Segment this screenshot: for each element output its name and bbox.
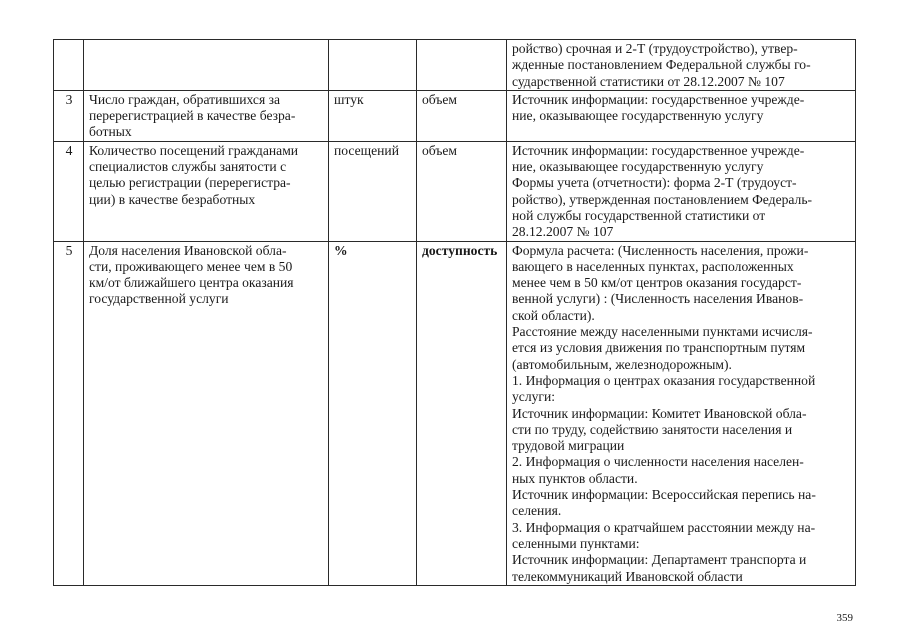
indicator-type [417,40,507,91]
indicator-name [84,90,329,141]
information-source-line: Формула расчета: (Численность населения, прожи- [512,242,809,258]
information-source-line: сти по труду, содействию занятости населения и [512,421,793,437]
information-source-line: телекоммуникаций Ивановской области [512,568,743,584]
unit-of-measure [329,40,417,91]
indicator-name-line: Количество посещений гражданами [89,142,299,158]
information-source-line: менее чем в 50 км/от центров оказания государст- [512,275,802,291]
unit-of-measure: штук [329,90,417,141]
information-source-line: ние, оказывающее государственную услугу [512,159,764,175]
indicator-type: объем [417,90,507,141]
indicator-name-line: ции) в качестве безработных [89,191,256,207]
information-source [507,90,856,141]
information-source-line: 2. Информация о численности населения населен- [512,454,804,470]
information-source-line: (автомобильным, железнодорожным). [512,356,732,372]
information-source-line: сударственной статистики от 28.12.2007 № 107 [512,73,785,89]
information-source-line: 28.12.2007 № 107 [512,224,614,240]
unit-of-measure: % [329,241,417,585]
page-number: 359 [836,612,853,624]
indicator-name-line: км/от ближайшего центра оказания [89,275,294,291]
row-number: 3 [54,90,84,141]
row-number: 5 [54,241,84,585]
indicators-table-body [54,40,856,586]
indicator-name [84,141,329,241]
information-source [507,241,856,585]
unit-of-measure: посещений [329,141,417,241]
information-source-line: Расстояние между населенными пунктами исчисля- [512,324,813,340]
table-row [54,241,856,585]
information-source-line: трудовой миграции [512,438,625,454]
information-source [507,40,856,91]
information-source-line: венной услуги) : (Численность населения Иванов- [512,291,804,307]
information-source-line: ной службы государственной статистики от [512,207,766,223]
indicators-table [53,39,856,586]
indicator-name-line: специалистов службы занятости с [89,159,287,175]
indicator-name-line: Доля населения Ивановской обла- [89,242,287,258]
information-source-line: ской области). [512,307,595,323]
information-source-line: жденные постановлением Федеральной службы го- [512,57,811,73]
information-source-line: вающего в населенных пунктах, расположенных [512,258,794,274]
information-source-line: Источник информации: Департамент транспорта и [512,552,807,568]
indicator-type: доступность [417,241,507,585]
indicator-name-line: сти, проживающего менее чем в 50 [89,258,293,274]
indicator-name-line: перерегистрацией в качестве безра- [89,108,296,124]
information-source-line: ройство), утвержденная постановлением Федераль- [512,191,813,207]
information-source [507,141,856,241]
information-source-line: Источник информации: Всероссийская перепись на- [512,487,816,503]
information-source-line: ройство) срочная и 2-Т (трудоустройство), утвер- [512,41,798,56]
information-source-line: услуги: [512,389,556,405]
indicator-name-line: целью регистрации (перерегистра- [89,175,291,191]
information-source-line: селенными пунктами: [512,535,640,551]
indicator-name [84,241,329,585]
information-source-line: 3. Информация о кратчайшем расстоянии между на- [512,519,816,535]
information-source-line: 1. Информация о центрах оказания государственной [512,372,816,388]
row-number: 4 [54,141,84,241]
indicator-name-line: ботных [89,124,132,140]
indicator-name-line: Число граждан, обратившихся за [89,91,281,107]
indicator-type: объем [417,141,507,241]
table-row [54,90,856,141]
information-source-line: селения. [512,503,562,519]
information-source-line: ние, оказывающее государственную услугу [512,108,764,124]
information-source-line: Источник информации: государственное учрежде- [512,142,805,158]
information-source-line: Источник информации: государственное учрежде- [512,91,805,107]
indicator-name-line: государственной услуги [89,291,229,307]
information-source-line: Формы учета (отчетности): форма 2-Т (трудоуст- [512,175,797,191]
information-source-line: ных пунктов области. [512,470,638,486]
information-source-line: ется из условия движения по транспортным путям [512,340,806,356]
indicator-name [84,40,329,91]
table-row [54,141,856,241]
table-row [54,40,856,91]
information-source-line: Источник информации: Комитет Ивановской обла- [512,405,807,421]
row-number [54,40,84,91]
